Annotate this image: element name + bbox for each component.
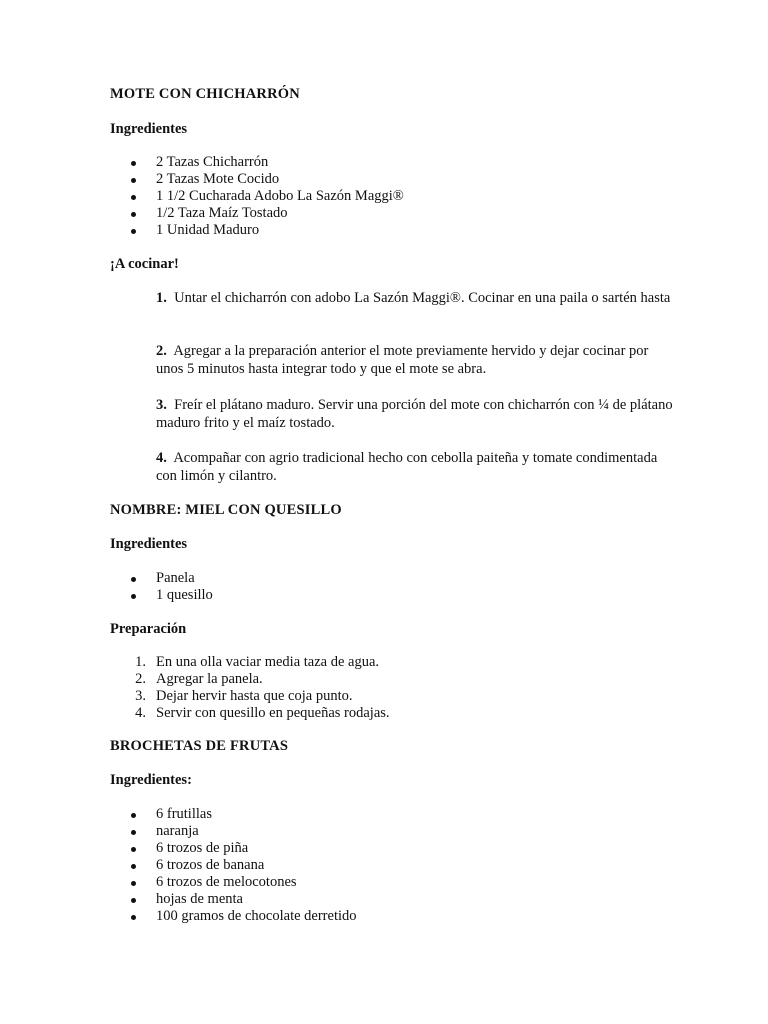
- list-item: 1 Unidad Maduro: [156, 222, 260, 238]
- bullet-icon: [131, 915, 136, 920]
- step-number: 1.: [156, 290, 167, 306]
- step-text: Acompañar con agrio tradicional hecho con cebolla paiteña y tomate condimentada con limón y cilantro.: [156, 450, 658, 484]
- list-item: 100 gramos de chocolate derretido: [156, 908, 357, 924]
- recipe-title: MOTE CON CHICHARRÓN: [110, 86, 300, 102]
- step-number: 4.: [156, 450, 167, 466]
- list-item: 6 trozos de banana: [156, 857, 265, 873]
- bullet-icon: [131, 594, 136, 599]
- list-item: 2 Tazas Chicharrón: [156, 154, 269, 170]
- bullet-icon: [131, 178, 136, 183]
- step-text: Untar el chicharrón con adobo La Sazón Maggi®. Cocinar en una paila o sartén hasta: [174, 290, 671, 306]
- ingredients-heading: Ingredientes: [110, 121, 188, 137]
- list-item: 1 quesillo: [156, 587, 213, 603]
- recipe-title: NOMBRE: MIEL CON QUESILLO: [110, 502, 342, 518]
- list-item: Servir con quesillo en pequeñas rodajas.: [156, 705, 390, 721]
- step-item: [156, 396, 676, 432]
- list-item: Panela: [156, 570, 195, 586]
- list-item: 2 Tazas Mote Cocido: [156, 171, 280, 187]
- list-item: 6 frutillas: [156, 806, 212, 822]
- list-item: Agregar la panela.: [156, 671, 263, 687]
- cook-heading: ¡A cocinar!: [110, 256, 179, 272]
- bullet-icon: [131, 161, 136, 166]
- step-text: Agregar a la preparación anterior el mote previamente hervido y dejar cocinar por unos 5 minutos hasta integrar todo y que el mote se abra.: [156, 343, 649, 377]
- recipe-title: BROCHETAS DE FRUTAS: [110, 738, 289, 754]
- bullet-icon: [131, 864, 136, 869]
- step-number: 3.: [156, 397, 167, 413]
- list-item: 1/2 Taza Maíz Tostado: [156, 205, 288, 221]
- list-item: En una olla vaciar media taza de agua.: [156, 654, 380, 670]
- step-number: 3.: [135, 688, 146, 704]
- bullet-icon: [131, 830, 136, 835]
- list-item: naranja: [156, 823, 199, 839]
- step-number: 4.: [135, 705, 146, 721]
- step-number: 2.: [135, 671, 146, 687]
- bullet-icon: [131, 195, 136, 200]
- list-item: 6 trozos de piña: [156, 840, 249, 856]
- list-item: Dejar hervir hasta que coja punto.: [156, 688, 353, 704]
- step-text: Freír el plátano maduro. Servir una porción del mote con chicharrón con ¼ de plátano maduro frito y el maíz tostado.: [156, 397, 673, 431]
- step-number: 2.: [156, 343, 167, 359]
- bullet-icon: [131, 577, 136, 582]
- preparation-heading: Preparación: [110, 621, 187, 637]
- bullet-icon: [131, 813, 136, 818]
- bullet-icon: [131, 898, 136, 903]
- bullet-icon: [131, 881, 136, 886]
- bullet-icon: [131, 847, 136, 852]
- list-item: 6 trozos de melocotones: [156, 874, 297, 890]
- ingredients-heading: Ingredientes: [110, 536, 188, 552]
- step-item: [156, 449, 676, 485]
- list-item: 1 1/2 Cucharada Adobo La Sazón Maggi®: [156, 188, 404, 204]
- bullet-icon: [131, 229, 136, 234]
- step-item: [156, 289, 676, 307]
- ingredients-heading: Ingredientes:: [110, 772, 192, 788]
- step-number: 1.: [135, 654, 146, 670]
- step-item: [156, 342, 676, 378]
- list-item: hojas de menta: [156, 891, 243, 907]
- bullet-icon: [131, 212, 136, 217]
